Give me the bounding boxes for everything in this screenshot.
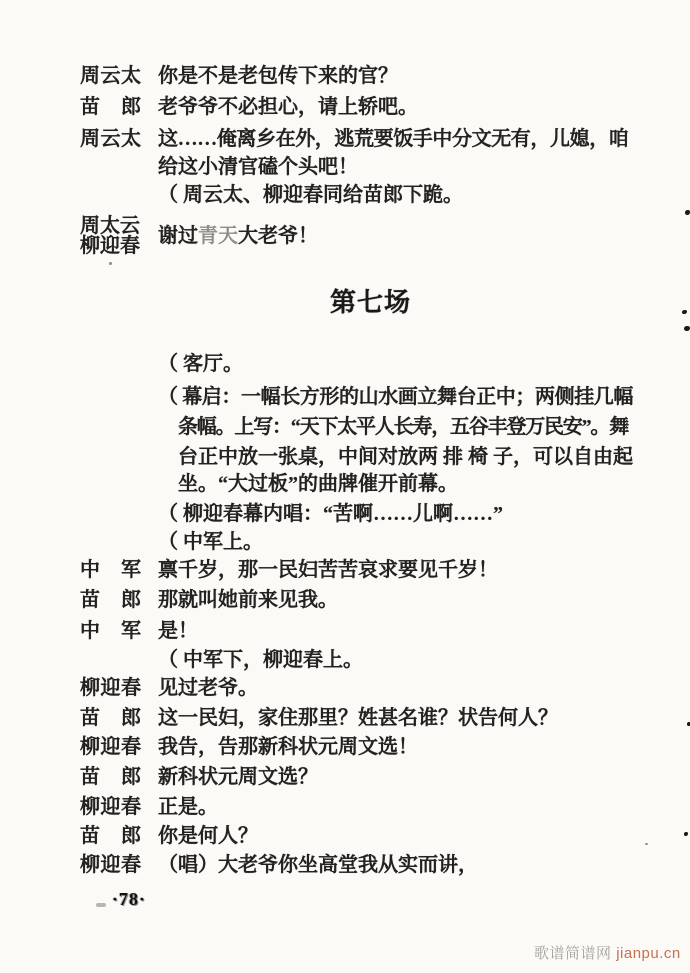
ink-speck xyxy=(685,210,690,215)
stage-direction-line xyxy=(0,387,690,409)
dialogue-text: 你是何人？ xyxy=(158,825,258,847)
watermark xyxy=(534,942,681,963)
stage-direction-line xyxy=(0,474,690,496)
stage-direction-text: （ 幕启：一幅长方形的山水画立舞台正中；两侧挂几幅 xyxy=(158,386,633,408)
dialogue-text: 正是。 xyxy=(158,796,218,818)
speaker-name: 柳迎春 xyxy=(80,796,142,818)
speaker-name-pair xyxy=(80,216,140,256)
speaker-name: 中 军 xyxy=(80,620,142,642)
dialogue-line xyxy=(0,621,690,643)
watermark-site-url: jianpu.cn xyxy=(616,945,681,962)
scene-title: 第七场 xyxy=(330,288,412,317)
dialogue-line xyxy=(0,826,690,848)
speaker-name: 苗 郎 xyxy=(80,96,142,118)
watermark-site-name: 歌谱简谱网 xyxy=(534,945,612,962)
dialogue-text: 见过老爷。 xyxy=(158,677,258,699)
speaker-name: 周云太 xyxy=(80,65,142,87)
dialogue-line xyxy=(0,797,690,819)
dialogue-line xyxy=(0,590,690,612)
stage-direction-text: （ 柳迎春幕内唱：“苦啊……儿啊……” xyxy=(158,503,503,525)
stage-direction-text: 坐。“大过板”的曲牌催开前幕。 xyxy=(178,473,458,495)
speaker-name: 柳迎春 xyxy=(80,235,140,257)
dialogue-line xyxy=(0,678,690,700)
dialogue-text: 新科状元周文选？ xyxy=(158,766,318,788)
dialogue-text: 你是不是老包传下来的官？ xyxy=(158,65,398,87)
stage-direction-line xyxy=(0,532,690,554)
ink-speck xyxy=(682,310,687,314)
dialogue-text: （唱）大老爷你坐高堂我从实而讲， xyxy=(158,854,478,876)
ink-speck xyxy=(684,326,690,331)
dialogue-text: 这……俺离乡在外，逃荒要饭手中分文无有，儿媳，咱 xyxy=(158,128,629,150)
dialogue-text: 老爷爷不必担心，请上轿吧。 xyxy=(158,96,418,118)
speaker-name: 苗 郎 xyxy=(80,589,142,611)
dialogue-line xyxy=(0,66,690,88)
speaker-name: 柳迎春 xyxy=(80,736,142,758)
dialogue-text: 我告，告那新科状元周文选！ xyxy=(158,736,418,758)
dialogue-line xyxy=(0,737,690,759)
speaker-name: 柳迎春 xyxy=(80,677,142,699)
stage-direction-line xyxy=(0,447,690,469)
dialogue-text: 是！ xyxy=(158,620,198,642)
stage-direction-text: （ 客厅。 xyxy=(158,353,243,375)
speaker-name: 苗 郎 xyxy=(80,766,142,788)
stage-direction-line xyxy=(0,504,690,526)
ink-smudge xyxy=(96,903,106,907)
faded-ink-text: 青天 xyxy=(198,225,238,247)
dialogue-text: 这一民妇，家住那里？姓甚名谁？状告何人？ xyxy=(158,707,558,729)
dialogue-continuation-line xyxy=(0,157,690,179)
dialogue-line xyxy=(0,560,690,582)
dialogue-line xyxy=(0,855,690,877)
stage-direction-line xyxy=(0,417,690,439)
stage-direction-line xyxy=(0,650,690,672)
dialogue-line xyxy=(0,129,690,151)
speaker-name: 柳迎春 xyxy=(80,854,142,876)
dialogue-text: 禀千岁，那一民妇苦苦哀求要见千岁！ xyxy=(158,559,498,581)
dialogue-line xyxy=(0,708,690,730)
speaker-name: 周云太 xyxy=(80,128,142,150)
dialogue-text: 谢过青天大老爷！ xyxy=(158,225,318,247)
stage-direction-text: （ 中军上。 xyxy=(158,531,263,553)
speaker-name: 苗 郎 xyxy=(80,825,142,847)
stage-direction-text: 台正中放一张桌，中间对放两 排 椅 子，可以自由起 xyxy=(178,446,633,468)
stage-direction-line xyxy=(0,354,690,376)
stage-direction-line xyxy=(0,185,690,207)
stage-direction-text: （ 周云太、柳迎春同给苗郎下跪。 xyxy=(158,184,463,206)
stage-direction-text: 条幅。上写：“天下太平人长寿，五谷丰登万民安”。舞 xyxy=(178,416,628,438)
speaker-name: 苗 郎 xyxy=(80,707,142,729)
dialogue-text: 那就叫她前来见我。 xyxy=(158,589,338,611)
page-number: ·78· xyxy=(112,889,147,909)
speaker-name: 周太云 xyxy=(80,215,140,237)
dialogue-line-double-speaker xyxy=(0,215,690,268)
dialogue-text: 给这小清官磕个头吧！ xyxy=(158,156,358,178)
stage-direction-text: （ 中军下，柳迎春上。 xyxy=(158,649,363,671)
dialogue-line xyxy=(0,767,690,789)
speaker-name: 中 军 xyxy=(80,559,142,581)
dialogue-line xyxy=(0,97,690,119)
